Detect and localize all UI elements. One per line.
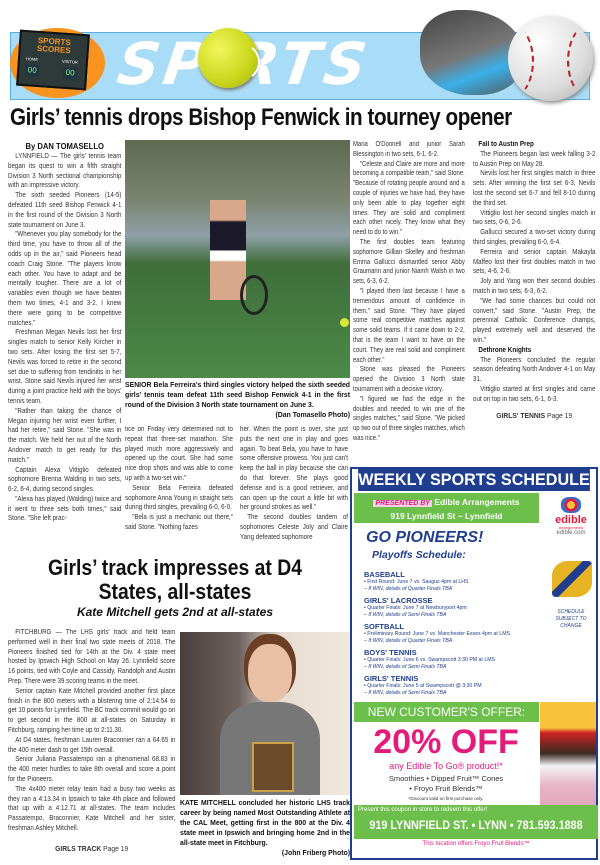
event-item xyxy=(364,648,544,671)
paragraph: Captain Alexa Vittiglio defeated sophomore Brenna Walding in two sets, 6-2, 6-4, during second singles. xyxy=(8,466,122,494)
game-details: • Preliminary Round: June 7 vs. Manchester Essex 4pm at LMS xyxy=(364,631,510,637)
paragraph: The second doubles tandem of sophomores Celeste Joly and Claire Yang defeated sophomore xyxy=(240,514,348,541)
award-plaque xyxy=(252,742,294,792)
froyo-note: This location offers Froyo Fruit Blends™ xyxy=(422,841,530,847)
paragraph: "I figured we had the edge in the doubles and needed to win one of the singles matches," said Stone. "We picked up two out of three singles matches, which was nice." xyxy=(353,395,465,442)
track-headline-line2: States, all-states xyxy=(98,579,252,604)
logo-sub: arrangements xyxy=(558,525,584,530)
go-pioneers: GO PIONEERS! xyxy=(366,529,484,546)
racket-icon xyxy=(240,275,268,315)
next-round: – If WIN, details of Semi Finals TBA xyxy=(364,664,447,670)
game-details: • Quarter Finals: June 6 vs. Swampscott 3:30 PM at LMS xyxy=(364,657,495,663)
paragraph: "Whenever you play somebody for the third time, you have to throw all of the odds up in the air," said Pioneers head coach Craig Stone. "The players know each other. You have to adapt and be mentally tougher. There are a lot of variables even though we have beaten them two times, 4-1 and 3-2. I knew there were going to be competitive matches." xyxy=(8,231,122,327)
sport-name: BASEBALL xyxy=(364,570,405,579)
tennis-ball-icon xyxy=(198,28,258,88)
track-photo-caption xyxy=(180,799,350,859)
athlete-face xyxy=(248,644,292,702)
offer-disclaimer: *Discount valid on first purchase only. xyxy=(408,796,484,801)
home-score: 00 xyxy=(25,64,40,77)
paragraph: "Bela is just a mechanic out there," said Stone. "Nothing fazes xyxy=(125,514,233,531)
sport-name: GIRLS' TENNIS xyxy=(364,674,419,683)
paragraph: Maria O'Donnell and junior Sarah Blessington in two sets, 6-1, 6-2. xyxy=(353,141,465,158)
paragraph: Senior Juliana Passatempo ran a phenomenal 68.83 in the 400 meter hurdles to take 8th overall and score a point for the Pioneers. xyxy=(8,756,176,783)
paragraph: FITCHBURG — The LHS girls' track and field team performed well in their final two state meets of 2018. The Pioneers finished tied for 14th at the Div. 4 state meet hosted by Ipswich High School on May 26. Lynnfield score 16 points, tied with Coyle and Cassidy, Randolph and Austin Prep. There were 39 scoring teams in the meet. xyxy=(8,629,176,685)
track-photo xyxy=(180,632,350,795)
paragraph: Joly and Yang won their second doubles match in two sets, 6-3, 6-2. xyxy=(473,278,596,295)
track-jump xyxy=(8,844,175,854)
present-coupon: Present this coupon in store to redeem this offer! xyxy=(358,807,488,813)
event-item xyxy=(364,674,544,697)
presented-by: PRESENTED BY xyxy=(375,500,430,507)
next-round: – If WIN, details of Semi Finals TBA xyxy=(364,612,447,618)
offer-product: any Edible To Go® product!* xyxy=(389,761,503,771)
event-item xyxy=(364,570,544,593)
offer-items xyxy=(356,774,536,794)
sponsor-band xyxy=(354,493,539,523)
next-round: – If WIN, details of Semi Finals TBA xyxy=(364,690,447,696)
items-line-2: • Froyo Fruit Blends™ xyxy=(409,784,483,793)
event-item xyxy=(364,622,544,645)
jump-label: GIRLS TRACK xyxy=(55,843,102,853)
store-address: 919 LYNNFIELD ST. • LYNN • 781.593.1888 xyxy=(369,818,583,832)
byline: By DAN TOMASELLO xyxy=(25,141,104,151)
coupon-bar xyxy=(354,805,598,839)
paragraph: The 4x400 meter relay team had a busy two weeks as they ran a 4:13.34 in Ipswich to take 4th place and followed that up with a 4:12.71 at all-states. The team includes Passatempo, Braconnier, Kate Mitchell and her sister, freshman Ashley Mitchell. xyxy=(8,785,176,832)
caption-text: KATE MITCHELL concluded her historic LHS track career by being named Most Outstanding Athlete at the CAL Meet, getting first in the 800 at the Div. 4 state meet in Ipswich and bringing home 2nd in the all-state meet in Fitchburg. xyxy=(180,800,350,847)
track-body xyxy=(8,628,175,854)
paragraph: "I played them last because I have a tremendous amount of confidence in them," said Stone. "They have played some real competitive matches against some solid teams. If it came down to 2-2, that is the team I want to have on the court. They are real solid and compliment each other." xyxy=(353,287,465,364)
paragraph: The first doubles team featuring sophomore Gillian Skelley and freshman Emma Gallucci dismantled senior Abby Graumann and junior Niamh Walsh in two sets, 6-3, 6-2. xyxy=(353,238,465,286)
schedule-title: WEEKLY SPORTS SCHEDULE xyxy=(358,470,590,489)
tennis-photo xyxy=(125,140,350,378)
paragraph: Ferreira and senior captain Makayla Maffeo lost their first doubles match in two sets, 4-6, 2-6. xyxy=(473,248,596,276)
logo-name: edible xyxy=(555,514,587,526)
paragraph: her. When the point is over, she just puts the next one in play and goes again. To beat Bela, you have to have some offensive prowess. You just can't keep the ball in play because she can do that forever. She plays good defense and is a good retriever, and can open up the court a little bit with her ground strokes as well." xyxy=(240,426,348,512)
photo-credit: (Dan Tomasello Photo) xyxy=(275,412,350,419)
event-item xyxy=(364,596,544,619)
paragraph: "Alexa has played (Walding) twice and it went to three sets both times," said Stone. "She left prac- xyxy=(8,495,122,523)
playoff-events xyxy=(364,567,544,697)
next-round: – If WIN, details of Quarter Finals TBA xyxy=(364,638,453,644)
tennis-ball-in-photo xyxy=(340,318,349,327)
next-round: – If WIN, details of Quarter Finals TBA xyxy=(364,586,453,592)
paragraph: "Rather than taking the chance of Megan injuring her wrist even further, I had her retire," said Stone. "She was in the match. We held her out of the North Andover match to get ready for this match." xyxy=(8,407,122,464)
paragraph: LYNNFIELD — The girls' tennis team began its quest to win a fifth straight Division 3 North sectional championship with an impressive victory. xyxy=(8,153,122,190)
baseball-icon xyxy=(508,16,593,101)
items-line-1: Smoothies • Dipped Fruit™ Cones xyxy=(388,774,504,783)
paragraph: Freshman Megan Nevils lost her first singles match to senior Kelly Kircher in two sets. After losing the first set 5-7, Nevils was forced to retire in the second set due to suffering from tendinitis in her wrist. Stone said Nevils injured her wrist during a joint practice held with the boys' tennis team. xyxy=(8,329,122,405)
paragraph: The Pioneers concluded the regular season defeating North Andover 4-1 on May 31. xyxy=(473,356,596,384)
jump-page[interactable]: Page 19 xyxy=(103,843,129,853)
scoreboard-title: SPORTS SCORES xyxy=(36,35,72,56)
playoffs-heading: Playoffs Schedule: xyxy=(372,549,466,561)
edible-logo xyxy=(547,497,595,536)
paragraph: Vittiglio started at first singles and came out on top in two sets, 6-1, 6-3. xyxy=(473,385,596,403)
pioneer-mascot-icon xyxy=(552,561,592,597)
caption-text: SENIOR Bela Ferreira's third singles victory helped the sixth seeded girls' tennis team defeat 11th seed Bishop Fenwick 4-1 in the first round of the Division 3 North state tournament on June 3. xyxy=(125,382,350,409)
paragraph: "Celeste and Claire are more and more becoming a compatible team," said Stone. "Because of rotating people around and a couple of injuries we have had, they have only been able to play together eight times. They are solid and compliment each other nicely. They know what they need to do to win." xyxy=(353,160,465,237)
tennis-column-4 xyxy=(353,140,465,444)
tennis-column-1 xyxy=(8,140,121,524)
offer-heading: NEW CUSTOMER'S OFFER: xyxy=(354,702,539,722)
jump-label: GIRLS' TENNIS xyxy=(496,410,546,420)
subhead: Dethrone Knights xyxy=(478,346,532,354)
section-title: SP RTS xyxy=(113,30,375,98)
tennis-column-2 xyxy=(125,425,233,533)
paragraph: Stone was pleased the Pioneers opened the Division 3 North state tournament with a decisive victory. xyxy=(353,366,465,393)
game-details: • First Round: June 7 vs. Saugus 4pm at LHS xyxy=(364,579,469,585)
visitor-label: VISITOR xyxy=(61,58,79,65)
home-label: HOME xyxy=(25,56,39,62)
logo-url[interactable]: edible.com xyxy=(556,530,586,536)
paragraph: At D4 states, freshman Lauren Braconnier ran a 64.65 in the 400 meter dash to get 15th overall. xyxy=(8,736,176,754)
paragraph: Vittiglio lost her second singles match in two sets, 0-6, 2-6. xyxy=(473,209,596,227)
paragraph: Nevils lost her first singles match in three sets. After winning the first set 6-3, Nevils lost the second set 6-7 and fell 8-10 during the third set. xyxy=(473,170,596,207)
track-headline xyxy=(0,556,350,620)
scoreboard-icon xyxy=(16,30,90,91)
tennis-headline: Girls’ tennis drops Bishop Fenwick in tourney opener xyxy=(10,104,512,131)
visitor-score: 00 xyxy=(63,67,78,80)
paragraph: Senior captain Kate Mitchell provided another first place finish in the 800 meters with a blistering time of 2:14.54 to get 10 points for Lynnfield. The BC track commit would go on to get second in the 800 at all-states on Saturday in Fitchburg, ramping her time up to 2:11.30. xyxy=(8,687,176,734)
game-details: • Quarter Finals: June 5 at Swampscott @ 3:30 PM xyxy=(364,683,482,689)
sponsor-name: Edible Arrangements xyxy=(434,497,520,507)
track-subhead: Kate Mitchell gets 2nd at all-states xyxy=(76,605,274,619)
sport-name: BOYS' TENNIS xyxy=(364,648,417,657)
paragraph: The sixth seeded Pioneers (14-5) defeated 11th seed Bishop Fenwick 4-1 in the first round of the Division 3 North state tournament on June 3. xyxy=(8,192,122,229)
discount: 20% OFF xyxy=(373,723,519,761)
paragraph: Senior Bela Ferreira defeated sophomore Anna Young in straight sets during third singles, prevailing 6-0, 6-0. xyxy=(125,484,233,512)
schedule-note: SCHEDULE SUBJECT TO CHANGE xyxy=(555,609,587,629)
paragraph: "We had some chances but could not convert," said Stone. "Austin Prep, the perennial Catholic Conference champs, played extremely well and deserved the win." xyxy=(473,297,596,344)
paragraph: Gallucci secured a two-set victory during third singles, prevailing 6-0, 6-4. xyxy=(473,229,596,246)
tennis-column-3 xyxy=(240,425,348,543)
weekly-sports-schedule-ad xyxy=(350,467,598,860)
sponsor-address: 919 Lynnfield St ~ Lynnfield xyxy=(390,511,503,521)
fruit-bouquet-icon xyxy=(561,497,581,513)
photo-credit: (John Friberg Photo) xyxy=(281,850,350,857)
subhead: Fall to Austin Prep xyxy=(478,141,534,148)
tennis-jump xyxy=(473,411,595,421)
sport-name: SOFTBALL xyxy=(364,622,404,631)
track-headline-line1: Girls’ track impresses at D4 xyxy=(48,555,302,580)
jump-page[interactable]: Page 19 xyxy=(546,410,573,420)
game-details: • Quarter Finals: June 7 at Newburyport 4pm xyxy=(364,605,467,611)
tennis-photo-caption xyxy=(125,381,350,421)
paragraph: tice on Friday very determined not to repeat that three-set marathon. She played much more aggressively and opened up the court. She had some nice drop shots and was able to come up with a two-set win." xyxy=(125,426,233,482)
sport-name: GIRLS' LACROSSE xyxy=(364,596,433,605)
tennis-column-5 xyxy=(473,140,595,420)
food-photos xyxy=(540,702,596,805)
paragraph: The Pioneers began last week falling 3-2 to Austin Prep on May 28. xyxy=(473,150,596,168)
